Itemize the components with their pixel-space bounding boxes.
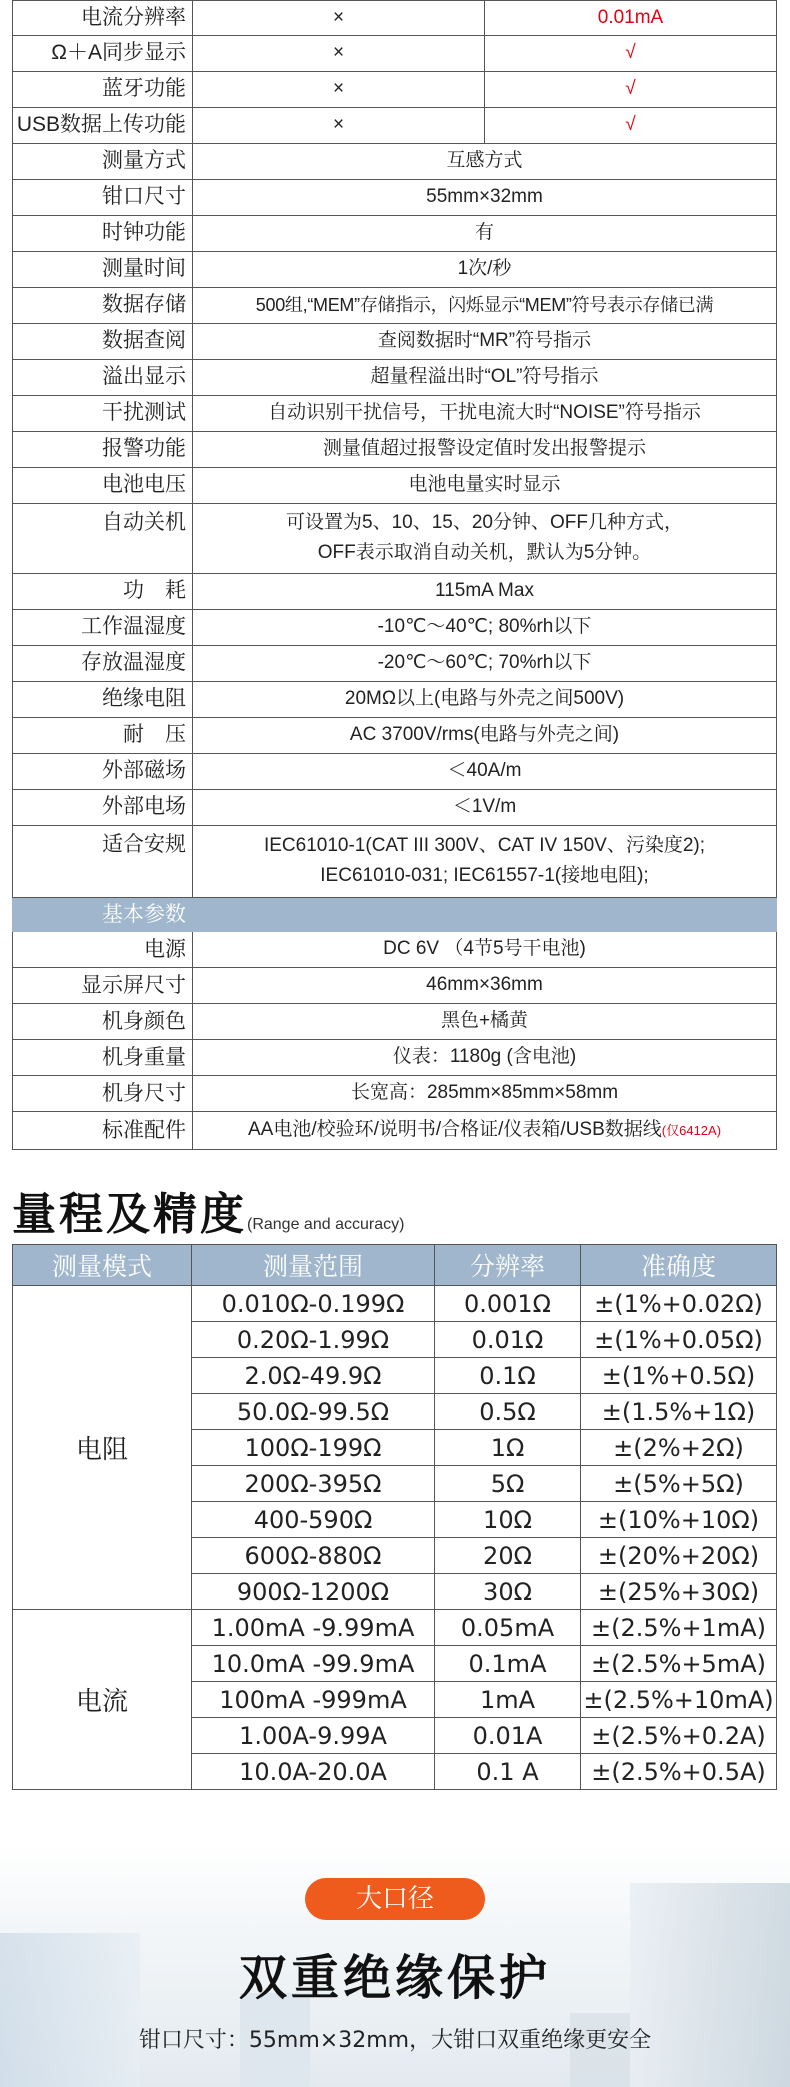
spec-row [13,215,777,251]
range-cell: 600Ω-880Ω [192,1538,435,1574]
range-cell: 0.20Ω-1.99Ω [192,1322,435,1358]
spec-value-line: 可设置为5、10、15、20分钟、OFF几种方式， [286,511,683,533]
spec-value-line: OFF表示取消自动关机，默认为5分钟。 [317,542,652,564]
spec-table [12,0,777,1150]
spec-label: 外部磁场 [13,753,193,789]
accuracy-cell: ±(10%+10Ω) [581,1502,777,1538]
spec-value: AC 3700V/rms(电路与外壳之间) [193,717,777,753]
spec-value-b: 0.01mA [485,1,777,36]
spec-row [13,1004,777,1040]
column-header-mode: 测量模式 [13,1245,192,1286]
spec-row [13,1112,777,1150]
spec-value [193,1112,777,1150]
spec-row [13,359,777,395]
range-cell: 50.0Ω-99.5Ω [192,1394,435,1430]
range-cell: 100mA -999mA [192,1682,435,1718]
spec-label: 存放温湿度 [13,645,193,681]
spec-value: 超量程溢出时“OL”符号指示 [193,359,777,395]
spec-row [13,789,777,825]
column-header-range: 测量范围 [192,1245,435,1286]
accuracy-cell: ±(2.5%+5mA) [581,1646,777,1682]
spec-row [13,467,777,503]
spec-row-bluetooth [13,71,777,107]
banner-title: 双重绝缘保护 [238,1950,551,2006]
resolution-cell: 10Ω [435,1502,581,1538]
spec-row [13,395,777,431]
spec-label: 绝缘电阻 [13,681,193,717]
spec-value-a: × [193,71,485,107]
spec-label: 蓝牙功能 [13,71,193,107]
spec-row-auto-off [13,503,777,573]
spec-value: 46mm×36mm [193,968,777,1004]
resolution-cell: 0.5Ω [435,1394,581,1430]
spec-label: USB数据上传功能 [13,107,193,143]
resolution-cell: 1Ω [435,1430,581,1466]
spec-value: 测量值超过报警设定值时发出报警提示 [193,431,777,467]
range-cell: 0.010Ω-0.199Ω [192,1286,435,1322]
check-icon: √ [485,71,777,107]
spec-label: 适合安规 [13,825,193,897]
spec-label: 干扰测试 [13,395,193,431]
spec-value: 互感方式 [193,143,777,179]
spec-row [13,681,777,717]
spec-value: 长宽高：285mm×85mm×58mm [193,1076,777,1112]
spec-row [13,1076,777,1112]
spec-row [13,323,777,359]
resolution-cell: 0.1mA [435,1646,581,1682]
spec-label: 报警功能 [13,431,193,467]
spec-value: ＜1V/m [193,789,777,825]
resolution-cell: 0.05mA [435,1610,581,1646]
spec-value: 黑色+橘黄 [193,1004,777,1040]
accuracy-cell: ±(1.5%+1Ω) [581,1394,777,1430]
spec-label: 钳口尺寸 [13,179,193,215]
spec-label: 电流分辨率 [13,1,193,36]
spec-value-a: × [193,35,485,71]
range-title: 量程及精度 [12,1189,247,1240]
accuracy-cell: ±(2.5%+1mA) [581,1610,777,1646]
spec-value: DC 6V （4节5号干电池) [193,932,777,968]
spec-label: 功 耗 [13,573,193,609]
range-table-body [13,1286,777,1790]
spec-label: 测量时间 [13,251,193,287]
column-header-accuracy: 准确度 [581,1245,777,1286]
accuracy-cell: ±(20%+20Ω) [581,1538,777,1574]
accuracy-cell: ±(2.5%+0.2A) [581,1718,777,1754]
spec-label: 电源 [13,932,193,968]
spec-value: 55mm×32mm [193,179,777,215]
spec-row [13,932,777,968]
range-heading [12,1178,772,1242]
spec-row-sync-display [13,35,777,71]
resolution-cell: 0.01Ω [435,1322,581,1358]
spec-value: 1次/秒 [193,251,777,287]
spec-label: 耐 压 [13,717,193,753]
spec-label: 机身颜色 [13,1004,193,1040]
accuracy-cell: ±(25%+30Ω) [581,1574,777,1610]
banner-subtitle: 钳口尺寸：55mm×32mm，大钳口双重绝缘更安全 [138,2028,652,2053]
accuracy-cell: ±(2%+2Ω) [581,1430,777,1466]
spec-value [193,825,777,897]
resolution-cell: 1mA [435,1682,581,1718]
mode-cell: 电流 [13,1610,192,1790]
spec-value: 仪表：1180g (含电池) [193,1040,777,1076]
range-cell: 100Ω-199Ω [192,1430,435,1466]
spec-label: 测量方式 [13,143,193,179]
table-header-row [13,1245,777,1286]
spec-row [13,645,777,681]
resolution-cell: 0.001Ω [435,1286,581,1322]
feature-banner [0,1843,790,2087]
spec-value: 20MΩ以上(电路与外壳之间500V) [193,681,777,717]
spec-row-current-resolution [13,1,777,36]
spec-value: ＜40A/m [193,753,777,789]
accuracy-cell: ±(1%+0.05Ω) [581,1322,777,1358]
accuracy-cell: ±(5%+5Ω) [581,1466,777,1502]
resolution-cell: 0.1 A [435,1754,581,1790]
spec-row [13,251,777,287]
table-row [13,1610,777,1646]
check-icon: √ [485,107,777,143]
spec-value-a: × [193,107,485,143]
range-cell: 2.0Ω-49.9Ω [192,1358,435,1394]
spec-value: 500组,“MEM”存储指示，闪烁显示“MEM”符号表示存储已满 [193,287,777,323]
spec-value-line: IEC61010-031; IEC61557-1(接地电阻); [320,865,649,887]
spec-row [13,968,777,1004]
spec-row [13,179,777,215]
spec-row [13,287,777,323]
spec-label: 电池电压 [13,467,193,503]
accuracy-cell: ±(2.5%+10mA) [581,1682,777,1718]
spec-value: 自动识别干扰信号，干扰电流大时“NOISE”符号指示 [193,395,777,431]
section-label: 基本参数 [13,897,193,932]
spec-value: 有 [193,215,777,251]
accessories-text: AA电池/校验环/说明书/合格证/仪表箱/USB数据线 [247,1119,662,1141]
table-row [13,1286,777,1322]
spec-label: 自动关机 [13,503,193,573]
spec-value: 电池电量实时显示 [193,467,777,503]
section-spacer [193,897,777,932]
resolution-cell: 30Ω [435,1574,581,1610]
spec-label: Ω＋A同步显示 [13,35,193,71]
range-cell: 10.0A-20.0A [192,1754,435,1790]
column-header-resolution: 分辨率 [435,1245,581,1286]
range-subtitle: (Range and accuracy) [247,1216,405,1233]
mode-cell: 电阻 [13,1286,192,1610]
spec-value: 查阅数据时“MR”符号指示 [193,323,777,359]
spec-value: -10℃～40℃; 80%rh以下 [193,609,777,645]
spec-row [13,573,777,609]
range-cell: 10.0mA -99.9mA [192,1646,435,1682]
range-accuracy-table [12,1244,777,1790]
accuracy-cell: ±(2.5%+0.5A) [581,1754,777,1790]
range-cell: 400-590Ω [192,1502,435,1538]
range-cell: 900Ω-1200Ω [192,1574,435,1610]
spec-label: 溢出显示 [13,359,193,395]
spec-row [13,717,777,753]
accuracy-cell: ±(1%+0.02Ω) [581,1286,777,1322]
spec-row [13,609,777,645]
spec-value: -20℃～60℃; 70%rh以下 [193,645,777,681]
spec-row [13,143,777,179]
range-cell: 200Ω-395Ω [192,1466,435,1502]
spec-label: 标准配件 [13,1112,193,1150]
spec-value [193,503,777,573]
spec-row-usb-upload [13,107,777,143]
section-header-basic [13,897,777,932]
spec-row-safety [13,825,777,897]
spec-row [13,753,777,789]
spec-label: 工作温湿度 [13,609,193,645]
accuracy-cell: ±(1%+0.5Ω) [581,1358,777,1394]
resolution-cell: 20Ω [435,1538,581,1574]
resolution-cell: 0.1Ω [435,1358,581,1394]
spec-label: 数据存储 [13,287,193,323]
spec-row [13,1040,777,1076]
spec-label: 时钟功能 [13,215,193,251]
spec-row [13,431,777,467]
range-cell: 1.00mA -9.99mA [192,1610,435,1646]
spec-label: 数据查阅 [13,323,193,359]
spec-label: 显示屏尺寸 [13,968,193,1004]
spec-value: 115mA Max [193,573,777,609]
spec-label: 机身重量 [13,1040,193,1076]
accessories-note: (仅6412A) [661,1123,722,1139]
spec-value-a: × [193,1,485,36]
feature-badge: 大口径 [305,1878,485,1920]
spec-label: 机身尺寸 [13,1076,193,1112]
spec-value-line: IEC61010-1(CAT III 300V、CAT IV 150V、污染度2); [263,834,706,856]
range-cell: 1.00A-9.99A [192,1718,435,1754]
check-icon: √ [485,35,777,71]
resolution-cell: 0.01A [435,1718,581,1754]
resolution-cell: 5Ω [435,1466,581,1502]
spec-label: 外部电场 [13,789,193,825]
